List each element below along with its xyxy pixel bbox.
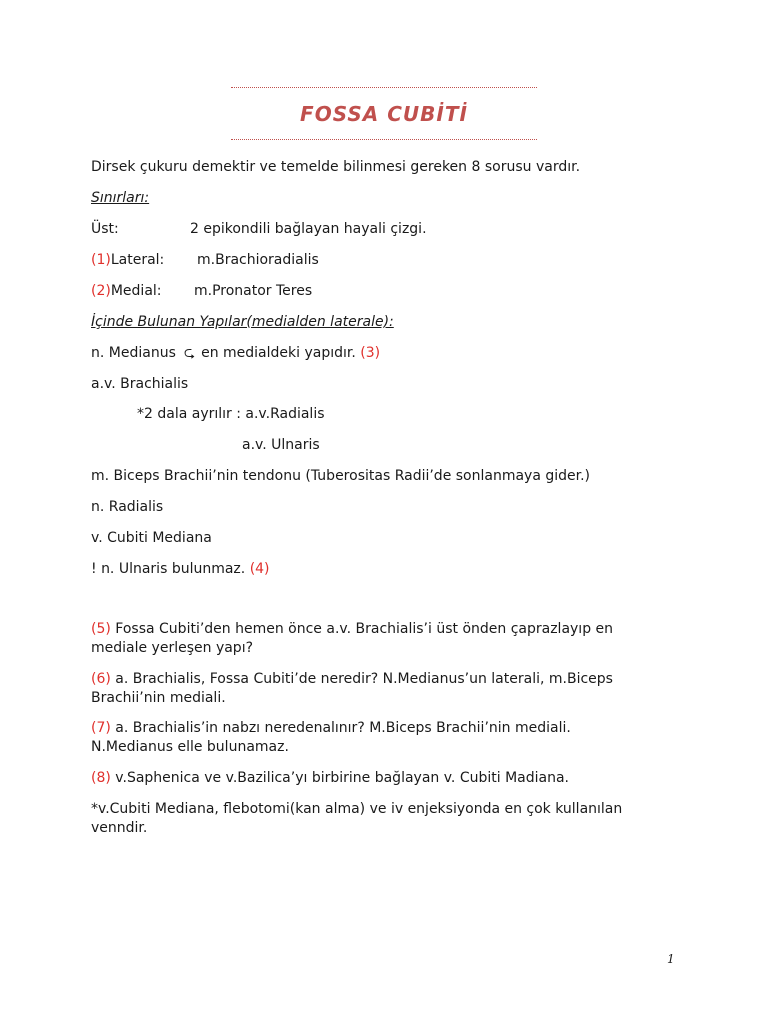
question-7-text: a. Brachialis’in nabzı neredenalınır? M.Biceps Brachii’nin mediali. N.Medianus elle bulunamaz. [91, 720, 571, 755]
ulnaris-note [91, 560, 270, 578]
final-note: *v.Cubiti Mediana, flebotomi(kan alma) ve iv enjeksiyonda en çok kullanılan venndir. [91, 801, 623, 836]
question-6-number: (6) [91, 671, 111, 687]
question-5-text: Fossa Cubiti’den hemen önce a.v. Brachialis’i üst önden çaprazlayıp en mediale yerleşen yapı? [91, 621, 614, 656]
border-top-label: Üst: [91, 221, 119, 237]
structure-radialis: n. Radialis [91, 499, 164, 515]
question-8 [91, 769, 651, 788]
branch-second: a.v. Ulnaris [242, 437, 320, 453]
structure-medianus [91, 344, 380, 362]
question-5 [91, 620, 651, 658]
border-lateral-number: (1) [91, 252, 111, 268]
border-medial-row [91, 282, 162, 300]
medianus-number: (3) [360, 345, 381, 361]
structure-av-brachialis: a.v. Brachialis [91, 376, 189, 392]
question-8-text: v.Saphenica ve v.Bazilica’yı birbirine bağlayan v. Cubiti Madiana. [115, 770, 569, 786]
medianus-desc: en medialdeki yapıdır. [201, 345, 356, 361]
structure-v-cubiti: v. Cubiti Mediana [91, 530, 212, 546]
border-top-value: 2 epikondili bağlayan hayali çizgi. [190, 221, 427, 237]
question-7-number: (7) [91, 720, 111, 736]
intro-text: Dirsek çukuru demektir ve temelde bilinmesi gereken 8 sorusu vardır. [91, 159, 581, 175]
border-lateral-value: m.Brachioradialis [197, 252, 319, 268]
borders-heading-text: Sınırları: [91, 190, 150, 206]
question-5-number: (5) [91, 621, 111, 637]
question-6-text: a. Brachialis, Fossa Cubiti’de neredir? N.Medianus’un laterali, m.Biceps Brachii’nin mediali. [91, 671, 613, 706]
structure-biceps: m. Biceps Brachii’nin tendonu (Tuberositas Radii’de sonlanmaya gider.) [91, 468, 591, 484]
question-7 [91, 719, 651, 757]
question-6 [91, 670, 651, 708]
page-number: 1 [667, 952, 675, 966]
title-bottom-rule [231, 139, 537, 140]
borders-heading [91, 189, 149, 207]
ulnaris-number: (4) [249, 561, 270, 577]
inside-heading [91, 313, 394, 331]
border-lateral-label: Lateral: [110, 252, 165, 268]
inside-heading-text: İçinde Bulunan Yapılar(medialden laterale): [91, 314, 394, 330]
page-title: FOSSA CUBİTİ [300, 102, 468, 126]
border-top-row [91, 220, 119, 238]
question-8-number: (8) [91, 770, 111, 786]
border-medial-number: (2) [91, 283, 111, 299]
border-medial-value: m.Pronator Teres [194, 283, 313, 299]
branch-intro: *2 dala ayrılır : a.v.Radialis [137, 406, 325, 422]
title-top-rule [231, 87, 537, 88]
medianus-name: n. Medianus [91, 345, 176, 361]
arrow-icon: ⮎ [183, 345, 196, 361]
ulnaris-note-text: ! n. Ulnaris bulunmaz. [91, 561, 246, 577]
border-medial-label: Medial: [110, 283, 162, 299]
border-lateral-row [91, 251, 164, 269]
